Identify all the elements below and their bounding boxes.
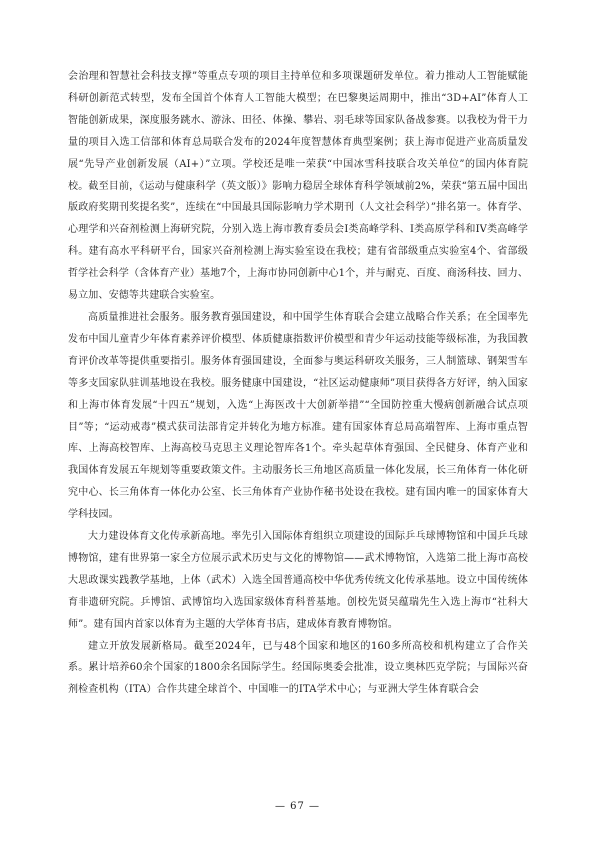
paragraph-social-service: 高质量推进社会服务。服务教育强国建设，和中国学生体育联合会建立战略合作关系；在全国率先发布中国儿童青少年体育素养评价模型、体质健康指数评价模型和青少年运动技能等级标准，为我国教育评价改革等提供重要指引。服务体育强国建设，全面参与奥运科研攻关服务，三人制篮球、钢架雪车等多支国家队驻训基地设在我校。服务健康中国建设，“社区运动健康师”项目获得各方好评，纳入国家和上海市体育发展“十四五”规划，入选“上海医改十大创新举措”“全国防控重大慢病创新融合试点项目”等；“运动戒毒”模式获司法部肯定并转化为地方标准。建有国家体育总局高端智库、上海市重点智库、上海高校智库、上海高校马克思主义理论智库各1个。牵头起草体育强国、全民健身、体育产业和我国体育发展五年规划等重要政策文件。主动服务长三角地区高质量一体化发展，长三角体育一体化研究中心、长三角体育一体化办公室、长三角体育产业协作秘书处设在我校。建有国内唯一的国家体育大学科技园。 (68, 311, 528, 521)
paragraph-sports-culture: 大力建设体育文化传承新高地。率先引入国际体育组织立项建设的国际乒乓球博物馆和中国乒乓球博物馆，建有世界第一家全方位展示武术历史与文化的博物馆——武术博物馆，入选第二批上海市高校大思政课实践教学基地，上体（武术）入选全国普通高校中华优秀传统文化传承基地。设立中国传统体育非遗研究院。乒博馆、武博馆均入选国家级体育科普基地。创校先贤吴蕴瑞先生入选上海市“社科大师”。建有国内首家以体育为主题的大学体育书店，建成体育教育博物馆。 (68, 531, 528, 630)
page-number: — 67 — (274, 801, 321, 812)
paragraph-research-platforms: 会治理和智慧社会科技支撑”等重点专项的项目主持单位和多项课题研发单位。着力推动人工智能赋能科研创新范式转型，发布全国首个体育人工智能大模型；在巴黎奥运周期中，推出“3D+AI”体育人工智能创新成果，深度服务跳水、游泳、田径、体操、攀岩、羽毛球等国家队备战参赛。以我校为骨干力量的项目入选工信部和体育总局联合发布的2024年度智慧体育典型案例；获上海市促进产业高质量发展“先导产业创新发展（AI+）”立项。学校还是唯一荣获“中国冰雪科技联合攻关单位”的国内体育院校。截至目前，《运动与健康科学（英文版）》影响力稳居全球体育科学领域前2%，荣获“第五届中国出版政府奖期刊奖提名奖”，连续在“中国最具国际影响力学术期刊（人文社会科学）”排名第一。体育学、心理学和兴奋剂检测上海研究院，分别入选上海市教育委员会I类高峰学科、I类高原学科和IV类高峰学科。建有高水平科研平台，国家兴奋剂检测上海实验室设在我校；建有省部级重点实验室4个、省部级哲学社会科学（含体育产业）基地7个，上海市协同创新中心1个，并与耐克、百度、商汤科技、回力、易立加、安德等共建联合实验室。 (68, 71, 528, 302)
paragraph-open-development: 建立开放发展新格局。截至2024年，已与48个国家和地区的160多所高校和机构建立了合作关系。累计培养60余个国家的1800余名国际学生。经国际奥委会批准，设立奥林匹克学院；与国际兴奋剂检查机构（ITA）合作共建全球首个、中国唯一的ITA学术中心；与亚洲大学生体育联合会 (68, 640, 528, 696)
document-body (68, 66, 528, 701)
